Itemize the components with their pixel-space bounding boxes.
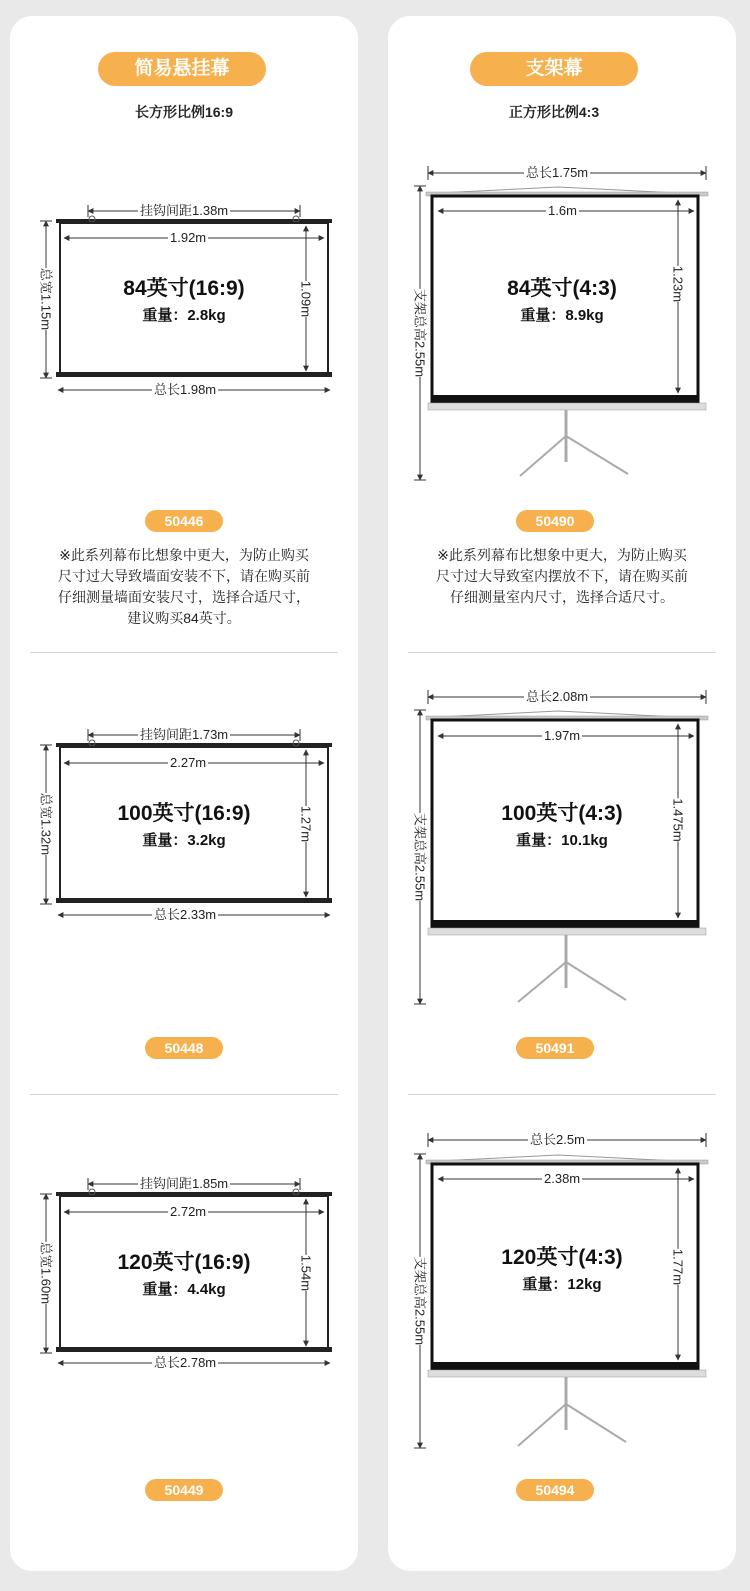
- screen-weight: 重量：3.2kg: [142, 832, 226, 849]
- screen-weight: 重量：2.8kg: [142, 307, 226, 324]
- size-warning-note: ※此系列幕布比想象中更大，为防止购买 尺寸过大导致室内摆放不下，请在购买前 仔细测量室内尺寸，选择合适尺寸。: [436, 547, 688, 605]
- section-divider: [408, 652, 716, 653]
- ratio-label-4-3: 正方形比例4:3: [508, 104, 600, 120]
- hanging-screen-header: 简易悬挂幕: [98, 52, 266, 86]
- screen-height-label: 1.09m: [298, 280, 314, 318]
- total-length-label: 总长2.08m: [526, 689, 589, 704]
- hanging-screen-panel: [10, 16, 358, 1571]
- screen-size-title: 120英寸(16:9): [117, 1251, 251, 1274]
- section-divider: [30, 1094, 338, 1095]
- tripod-screen-header: 支架幕: [470, 52, 638, 86]
- screen-height-label: 1.27m: [298, 805, 314, 843]
- screen-size-title: 100英寸(4:3): [501, 802, 623, 825]
- screen-width-label: 2.38m: [544, 1171, 581, 1186]
- screen-size-title: 120英寸(4:3): [501, 1246, 623, 1269]
- screen-height-label: 1.475m: [670, 798, 686, 842]
- screen-width-label: 2.72m: [170, 1204, 207, 1219]
- tripod-screen-diagrams: [388, 16, 736, 1571]
- product-code-badge: 50448: [145, 1037, 223, 1059]
- screen-weight: 重量：12kg: [522, 1276, 602, 1293]
- stand-height-label: 支架总高2.55m: [412, 1256, 428, 1346]
- total-length-label: 总长2.33m: [154, 907, 217, 922]
- total-height-label: 总宽1.60m: [38, 1241, 54, 1305]
- hook-distance-label: 挂钩间距1.73m: [140, 727, 229, 742]
- product-code-badge: 50494: [516, 1479, 594, 1501]
- section-divider: [30, 652, 338, 653]
- ratio-label-16-9: 长方形比例16:9: [134, 104, 234, 120]
- total-height-label: 总宽1.32m: [38, 792, 54, 856]
- section-divider: [408, 1094, 716, 1095]
- screen-size-title: 84英寸(4:3): [507, 277, 617, 300]
- screen-weight: 重量：8.9kg: [520, 307, 604, 324]
- stand-height-label: 支架总高2.55m: [412, 812, 428, 902]
- screen-size-title: 84英寸(16:9): [123, 277, 245, 300]
- screen-height-label: 1.54m: [298, 1254, 314, 1292]
- product-code-badge: 50491: [516, 1037, 594, 1059]
- screen-weight: 重量：4.4kg: [142, 1281, 226, 1298]
- product-code-badge: 50449: [145, 1479, 223, 1501]
- stand-height-label: 支架总高2.55m: [412, 288, 428, 378]
- tripod-screen-panel: [388, 16, 736, 1571]
- total-length-label: 总长1.75m: [526, 165, 589, 180]
- screen-size-title: 100英寸(16:9): [117, 802, 251, 825]
- size-warning-note: ※此系列幕布比想象中更大，为防止购买 尺寸过大导致墙面安装不下，请在购买前 仔细测量墙面安装尺寸，选择合适尺寸， 建议购买84英寸。: [58, 547, 310, 626]
- total-length-label: 总长1.98m: [154, 382, 217, 397]
- screen-weight: 重量：10.1kg: [516, 832, 608, 849]
- screen-width-label: 1.6m: [548, 203, 577, 218]
- total-height-label: 总宽1.15m: [38, 267, 54, 331]
- total-length-label: 总长2.5m: [530, 1132, 585, 1147]
- screen-width-label: 1.92m: [170, 230, 207, 245]
- total-length-label: 总长2.78m: [154, 1355, 217, 1370]
- hook-distance-label: 挂钩间距1.38m: [140, 203, 229, 218]
- product-code-badge: 50490: [516, 510, 594, 532]
- screen-width-label: 2.27m: [170, 755, 207, 770]
- hook-distance-label: 挂钩间距1.85m: [140, 1176, 229, 1191]
- hanging-screen-diagrams: [10, 16, 358, 1571]
- screen-width-label: 1.97m: [544, 728, 581, 743]
- product-code-badge: 50446: [145, 510, 223, 532]
- screen-height-label: 1.77m: [670, 1248, 686, 1286]
- screen-height-label: 1.23m: [670, 265, 686, 303]
